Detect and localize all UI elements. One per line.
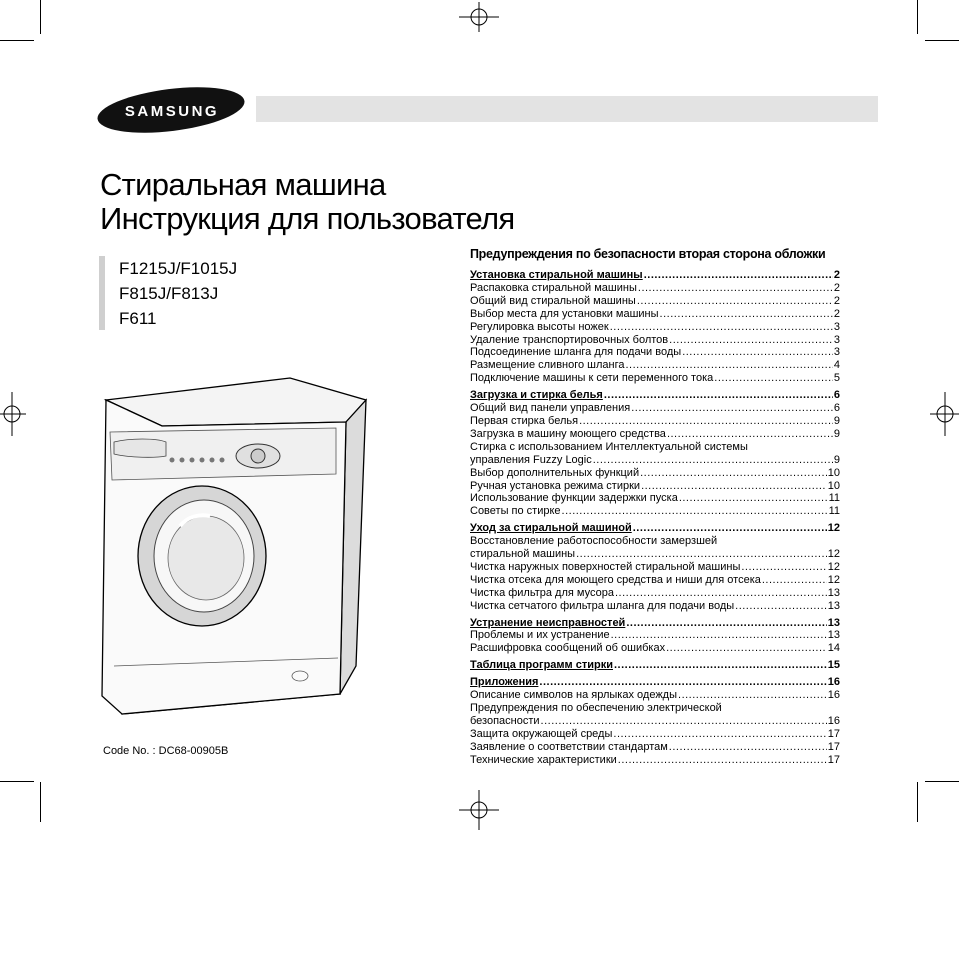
toc-entry-title: Чистка наружных поверхностей стиральной машины [470,560,741,573]
toc-page-number: 6 [833,402,840,415]
toc-entry[interactable] [470,642,840,655]
toc-page-number: 11 [828,492,840,505]
toc-page-number: 13 [827,599,840,612]
toc-entry[interactable] [470,548,840,561]
crop-mark [917,0,918,34]
toc-entry-title: Первая стирка белья [470,414,579,427]
toc-entry-title: Предупреждения по обеспечению электрической [470,702,722,714]
toc-page-number: 11 [828,505,840,518]
crop-mark [0,40,34,41]
page-title [100,168,515,236]
toc-entry[interactable] [470,282,840,295]
toc-entry[interactable] [470,689,840,702]
toc-leader-dots [718,535,839,548]
toc-entry[interactable] [470,428,840,441]
title-line-1: Стиральная машина [100,167,386,202]
toc-section [470,269,840,385]
toc-entry[interactable] [470,492,840,505]
model-name: F1215J/F1015J [119,259,238,278]
toc-entry[interactable] [470,295,840,308]
toc-leader-dots [633,522,827,535]
toc-leader-dots [749,441,839,454]
toc-leader-dots [615,587,827,600]
table-of-contents [470,247,840,771]
toc-page-number: 9 [833,427,840,440]
toc-entry-title: Общий вид стиральной машины [470,294,636,307]
toc-entry-title: Расшифровка сообщений об ошибках [470,642,666,655]
toc-leader-dots [723,702,839,715]
toc-page-number: 13 [827,586,840,599]
header-bar [256,96,878,122]
toc-entry-title: Удаление транспортировочных болтов [470,333,669,346]
toc-leader-dots [667,428,833,441]
toc-entry-title: Чистка отсека для моющего средства и ниши для отсека [470,573,761,586]
toc-page-number: 12 [827,573,840,586]
toc-entry[interactable] [470,334,840,347]
registration-mark-right [930,392,959,436]
toc-section [470,676,840,766]
toc-entry[interactable] [470,561,840,574]
crop-mark [40,0,41,34]
toc-entry[interactable] [470,480,840,493]
toc-entry-title: Распаковка стиральной машины [470,281,637,294]
toc-leader-dots [679,492,828,505]
toc-page-number: 3 [833,333,840,346]
toc-entry-title: стиральной машины [470,548,576,561]
toc-page-number: 12 [827,522,840,535]
toc-entry-title: Таблица программ стирки [470,659,613,672]
toc-leader-dots [644,269,833,282]
toc-page-number: 12 [827,548,840,561]
code-number: Code No. : DC68-00905B [103,745,229,757]
toc-leader-dots [666,642,827,655]
toc-leader-dots [610,321,833,334]
toc-entry-title: Заявление о соответствии стандартам [470,740,668,753]
samsung-logo [97,86,247,134]
toc-entry-title: Регулировка высоты ножек [470,320,609,333]
toc-entry-title: Ручная установка режима стирки [470,479,641,492]
toc-leader-dots [576,548,827,561]
toc-entry-title: Восстановление работоспособности замерзшей [470,535,718,548]
toc-page-number: 10 [827,466,840,479]
toc-sections [470,269,840,767]
toc-page-number: 3 [833,320,840,333]
toc-section [470,389,840,518]
toc-entry[interactable] [470,402,840,415]
toc-entry-title: Выбор дополнительных функций [470,466,640,479]
toc-page-number: 17 [827,727,840,740]
model-list-bar [99,256,105,330]
toc-entry[interactable] [470,505,840,518]
toc-page-number: 2 [833,269,840,281]
toc-page-number: 4 [833,359,840,372]
toc-entry-title: Использование функции задержки пуска [470,492,678,505]
toc-entry-title: Загрузка в машину моющего средства [470,427,666,440]
model-name: F815J/F813J [119,284,219,303]
toc-leader-dots [669,741,827,754]
toc-entry[interactable] [470,600,840,613]
toc-entry-title: Общий вид панели управления [470,402,631,415]
toc-entry[interactable] [470,441,840,454]
toc-leader-dots [741,561,826,574]
washing-machine-illustration [100,376,370,736]
toc-entry[interactable] [470,346,840,359]
toc-leader-dots [660,308,833,321]
toc-leader-dots [562,505,828,518]
toc-leader-dots [614,659,827,672]
toc-page-number: 13 [827,629,840,642]
toc-page-number: 3 [833,346,840,359]
toc-section [470,522,840,612]
toc-entry-title: Подсоединение шланга для подачи воды [470,346,682,359]
toc-section-heading[interactable] [470,389,840,402]
toc-safety-warnings: Предупреждения по безопасности вторая сторона обложки [470,247,826,261]
registration-mark-left [0,392,26,436]
toc-entry[interactable] [470,535,840,548]
toc-entry-title: Устранение неисправностей [470,616,626,629]
toc-entry[interactable] [470,715,840,728]
toc-entry[interactable] [470,728,840,741]
toc-page-number: 14 [827,642,840,655]
crop-mark [0,781,34,782]
toc-section-heading[interactable] [470,659,840,672]
toc-leader-dots [539,676,826,689]
toc-leader-dots [541,715,827,728]
toc-page-number: 6 [833,389,840,402]
toc-entry[interactable] [470,321,840,334]
toc-page-number: 9 [833,453,840,466]
toc-leader-dots [631,402,833,415]
toc-page-number: 5 [833,372,840,385]
toc-entry-title: Чистка фильтра для мусора [470,586,614,599]
toc-entry[interactable] [470,629,840,642]
toc-leader-dots [735,600,827,613]
toc-leader-dots [714,372,833,385]
toc-entry[interactable] [470,308,840,321]
toc-leader-dots [626,359,833,372]
toc-leader-dots [579,415,833,428]
toc-entry-title: Технические характеристики [470,753,617,766]
toc-section-heading[interactable] [470,617,840,630]
toc-leader-dots [613,728,826,741]
toc-entry-title: Приложения [470,676,539,689]
toc-entry-title: Чистка сетчатого фильтра шланга для подачи воды [470,599,735,612]
toc-leader-dots [762,574,827,587]
toc-entry-title: Выбор места для установки машины [470,307,659,320]
toc-page-number: 17 [827,753,840,766]
toc-entry[interactable] [470,372,840,385]
title-line-2: Инструкция для пользователя [100,201,515,236]
registration-mark-bottom [459,790,499,830]
toc-entry-title: Защита окружающей среды [470,727,613,740]
toc-page-number: 9 [833,414,840,427]
toc-page-number: 16 [827,676,840,689]
toc-entry-title: Уход за стиральной машиной [470,522,632,535]
crop-mark [917,782,918,822]
toc-leader-dots [638,282,833,295]
toc-entry[interactable] [470,741,840,754]
toc-section-heading[interactable] [470,522,840,535]
toc-leader-dots [593,454,833,467]
toc-leader-dots [669,334,833,347]
crop-mark [40,782,41,822]
toc-entry-title: Советы по стирке [470,505,561,518]
toc-entry[interactable] [470,702,840,715]
toc-entry[interactable] [470,467,840,480]
toc-leader-dots [641,480,827,493]
toc-leader-dots [611,629,827,642]
toc-page-number: 2 [833,307,840,320]
toc-page-number: 2 [833,294,840,307]
model-name: F611 [119,309,157,328]
toc-leader-dots [618,754,827,767]
toc-page-number: 17 [827,740,840,753]
toc-entry-title: Размещение сливного шланга [470,359,625,372]
toc-page-number: 10 [827,479,840,492]
toc-entry[interactable] [470,754,840,767]
toc-entry-title: безопасности [470,714,540,727]
toc-leader-dots [678,689,827,702]
toc-entry[interactable] [470,574,840,587]
toc-entry[interactable] [470,587,840,600]
registration-mark-top [459,2,499,32]
toc-entry-title: управления Fuzzy Logic [470,453,592,466]
toc-page-number: 16 [827,714,840,727]
toc-page-number: 16 [827,689,840,702]
toc-entry[interactable] [470,454,840,467]
toc-leader-dots [626,617,826,630]
toc-page-number: 15 [827,659,840,672]
toc-leader-dots [604,389,833,402]
toc-entry-title: Установка стиральной машины [470,269,643,281]
toc-entry-title: Описание символов на ярлыках одежды [470,689,678,702]
toc-page-number: 2 [833,281,840,294]
toc-section-heading[interactable] [470,676,840,689]
toc-entry-title: Стирка с использованием Интеллектуальной системы [470,440,748,453]
logo-text: SAMSUNG [124,103,220,120]
toc-entry-title: Проблемы и их устранение [470,629,610,642]
crop-mark [925,781,959,782]
toc-page-number: 13 [827,616,840,629]
toc-entry-title: Подключение машины к сети переменного тока [470,372,714,385]
toc-page-number: 12 [827,560,840,573]
toc-entry-title: Загрузка и стирка белья [470,389,603,402]
toc-section-heading[interactable] [470,269,840,282]
toc-entry[interactable] [470,415,840,428]
toc-entry[interactable] [470,359,840,372]
toc-section [470,617,840,656]
toc-leader-dots [640,467,827,480]
toc-leader-dots [637,295,833,308]
toc-leader-dots [682,346,833,359]
crop-mark [925,40,959,41]
toc-section [470,659,840,672]
